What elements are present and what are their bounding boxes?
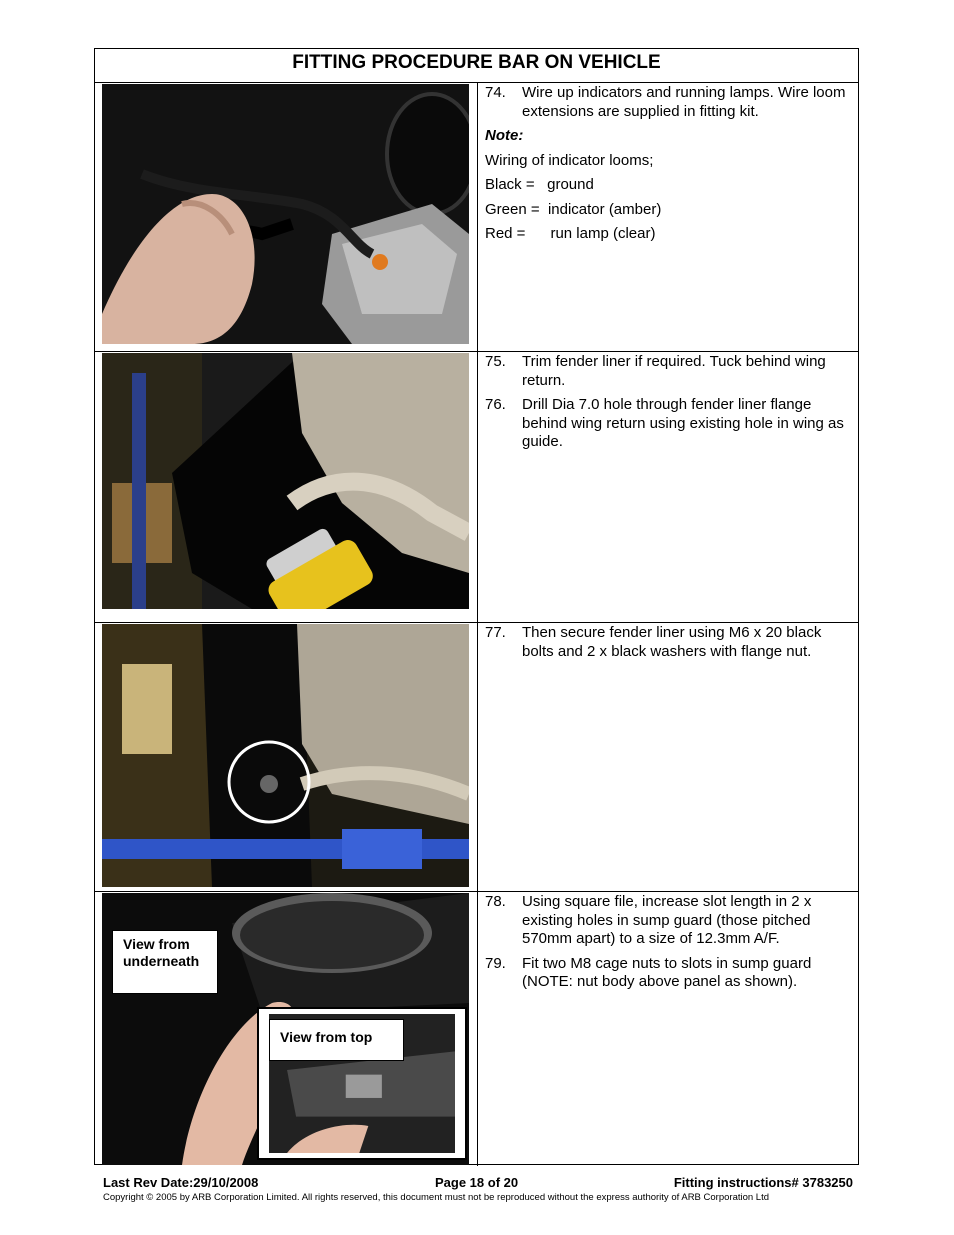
step-description: Drill Dia 7.0 hole through fender liner flange behind wing return using existing hole in wing as guide. — [522, 396, 844, 450]
copyright-notice: Copyright © 2005 by ARB Corporation Limited. All rights reserved, this document must not be reproduced without the express authority of ARB Corporation Ltd — [103, 1192, 770, 1203]
step-item — [485, 893, 855, 949]
page-number: Page 18 of 20 — [435, 1175, 519, 1190]
step-text-78-79 — [485, 893, 855, 998]
instructions-number: Fitting instructions# 3783250 — [673, 1175, 853, 1190]
page-title: FITTING PROCEDURE BAR ON VEHICLE — [95, 49, 858, 83]
wiring-red: Red = run lamp (clear) — [485, 225, 656, 242]
view-label-text: View from top — [280, 1029, 373, 1045]
rev-date: Last Rev Date:29/10/2008 — [103, 1175, 259, 1190]
wiring-black: Black = ground — [485, 176, 594, 193]
step-number: 78. — [485, 893, 506, 910]
step-description: Wire up indicators and running lamps. Wire loom extensions are supplied in fitting kit. — [522, 84, 846, 120]
step-text-77 — [485, 624, 855, 667]
wiring-intro: Wiring of indicator looms; — [485, 151, 654, 169]
photo-sump-guard — [102, 893, 469, 1165]
view-from-top-label — [269, 1019, 404, 1061]
step-description: Fit two M8 cage nuts to slots in sump guard (NOTE: nut body above panel as shown). — [522, 954, 812, 990]
step-number: 79. — [485, 954, 506, 972]
photo-secure-fender-liner — [102, 624, 469, 887]
step-item — [485, 353, 855, 390]
step-text-75-76 — [485, 353, 855, 458]
note-label: Note: — [485, 127, 524, 144]
view-label-text: View from underneath — [123, 936, 200, 969]
step-description: Using square file, increase slot length in 2 x existing holes in sump guard (those pitched 570mm apart) to a size of 12.3mm A/F. — [522, 893, 812, 947]
step-number: 77. — [485, 624, 506, 641]
photo-drill-fender-liner — [102, 353, 469, 609]
step-description: Then secure fender liner using M6 x 20 black bolts and 2 x black washers with flange nut. — [522, 624, 822, 660]
wiring-green: Green = indicator (amber) — [485, 200, 662, 218]
step-text-74 — [485, 84, 855, 250]
inset-photo-top-view — [257, 1007, 467, 1160]
step-number: 74. — [485, 84, 506, 101]
step-item — [485, 396, 855, 452]
step-item — [485, 624, 855, 661]
step-item — [485, 84, 855, 121]
page-footer — [103, 1175, 855, 1204]
photo-wiring-indicators — [102, 84, 469, 344]
step-number: 75. — [485, 353, 506, 370]
step-item — [485, 955, 855, 992]
step-description: Trim fender liner if required. Tuck behind wing return. — [522, 353, 826, 389]
step-number: 76. — [485, 396, 506, 413]
procedure-table — [94, 48, 859, 1165]
view-from-underneath-label — [112, 930, 218, 994]
